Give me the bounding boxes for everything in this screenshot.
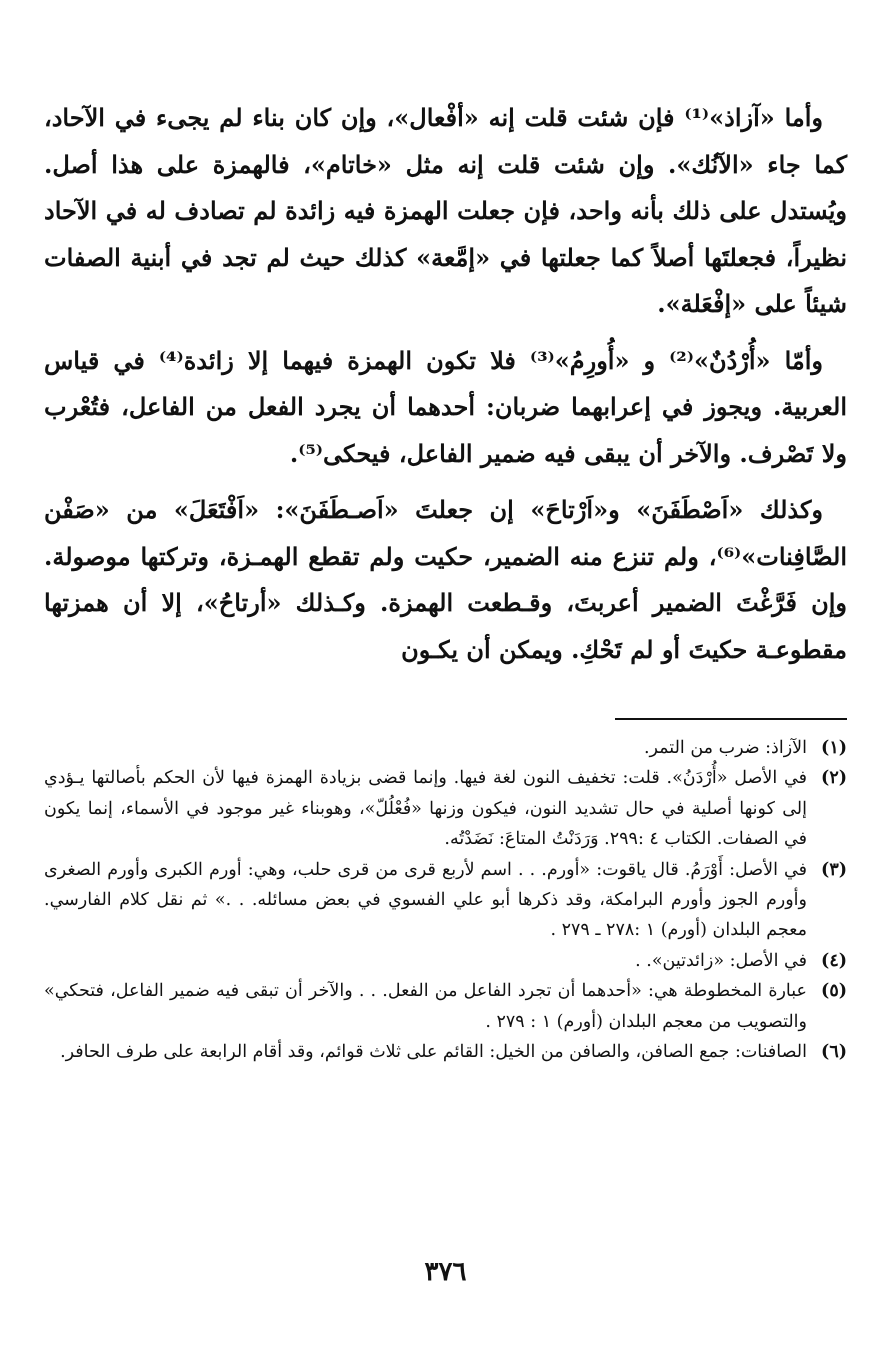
paragraph-1: وأما «آزاذ»⁽¹⁾ فإن شئت قلت إنه «أفْعال»، وإن كان بناء لم يجىء في الآحاد، كما جاء «الآنُك». وإن شئت قلت إنه مثل «خاتام»، فالهمزة على هذا أصل. ويُستدل على ذلك بأنه واحد، فإن جعلت الهمزة فيه زائدة لم تصادف له في الآحاد نظيراً، فجعلتَها أصلاً كما جعلتها في «إمَّعة» كذلك حيث لم تجد في أبنية الصفات شيئاً على «إفْعَلة». [44,103,848,318]
paragraph-2: وأمّا «أُرْدُنٌ»⁽²⁾ و «أُورِمُ»⁽³⁾ فلا تكون الهمزة فيهما إلا زائدة⁽⁴⁾ في قياس العربية. ويجوز في إعرابهما ضربان: أحدهما أن يجرد الفعل من الفاعل، فتُعْرب ولا تَصْرف. والآخر أن يبقى فيه ضمير الفاعل، فيحكى⁽⁵⁾. [44,345,847,468]
footnote-number: (٢) [821,768,847,789]
footnote-number: (٥) [821,981,847,1002]
footnote-text: في الأصل: «زائدتين». . [635,950,807,971]
footnote-5 [44,976,847,1037]
footnote-text: عبارة المخطوطة هي: «أحدهما أن تجرد الفاعل من الفعل. . . والآخر أن تبقى فيه ضمير الفاعل، فتحكي» والتصويب من معجم البلدان (أورم) ١ : ٢٧٩ . [44,981,807,1032]
page-number: ٣٧٦ [424,1257,467,1287]
footnote-1 [44,733,847,763]
footnote-number: (٤) [821,950,847,971]
footnote-6 [44,1037,847,1067]
footnote-number: (١) [821,738,847,758]
footnote-text: في الأصل: أَوْرَمُ. قال ياقوت: «أورم. . . اسم لأربع قرى من قرى حلب، وهي: أورم الكبرى وأورم الصغرى وأورم الجوز وأورم البرامكة، وقد ذكرها أبو علي الفسوي في بعض مسائله. . .» ثم نقل كلام الفارسي. معجم البلدان (أورم) ١ :٢٧٨ ـ ٢٧٩ . [44,859,807,941]
footnotes [44,733,847,1067]
main-text [44,95,847,683]
footnote-3 [44,855,847,946]
footnote-4 [44,946,847,976]
footnote-text: في الأصل «أُرْدَنُ». قلت: تخفيف النون لغة فيها. وإنما قضى بزيادة الهمزة فيها لأن الحكم بأصالتها يـؤدي إلى كونها أصلية في حال تشديد النون، فيكون وزنها «فُعْلُلّ»، وهوبناء غير موجود في الأسماء، إنما يكون في الصفات. الكتاب ٤ :٢٩٩. وَرَدَنْتُ المتاعَ: نَضَدْتُه. [44,768,807,850]
footnote-text: الآزاذ: ضرب من التمر. [643,738,807,758]
paragraph-3: وكذلك «اَصْطَفَنَ» و«اَرْتاحَ» إن جعلتَ «اَصـطَفَنَ»: «اَفْتَعَلَ» من «صَفْن الصَّافِنات»⁽⁶⁾، ولم تنزع منه الضمير، حكيت ولم تقطع الهمـزة، وتركتها موصولة. وإن فَرَّغْتَ الضمير أعربتَ، وقـطعت الهمزة. وكـذلك «أرتاحُ»، إلا أن همزتها مقطوعـة حكيتَ أو لم تَحْكِ. ويمكن أن يكـون [44,495,847,664]
footnote-number: (٣) [821,859,847,880]
footnote-number: (٦) [821,1042,847,1063]
footnote-separator [615,718,847,720]
footnote-2 [44,763,847,854]
footnote-text: الصافنات: جمع الصافن، والصافن من الخيل: القائم على ثلاث قوائم، وقد أقام الرابعة على طرف الحافر. [60,1042,807,1063]
